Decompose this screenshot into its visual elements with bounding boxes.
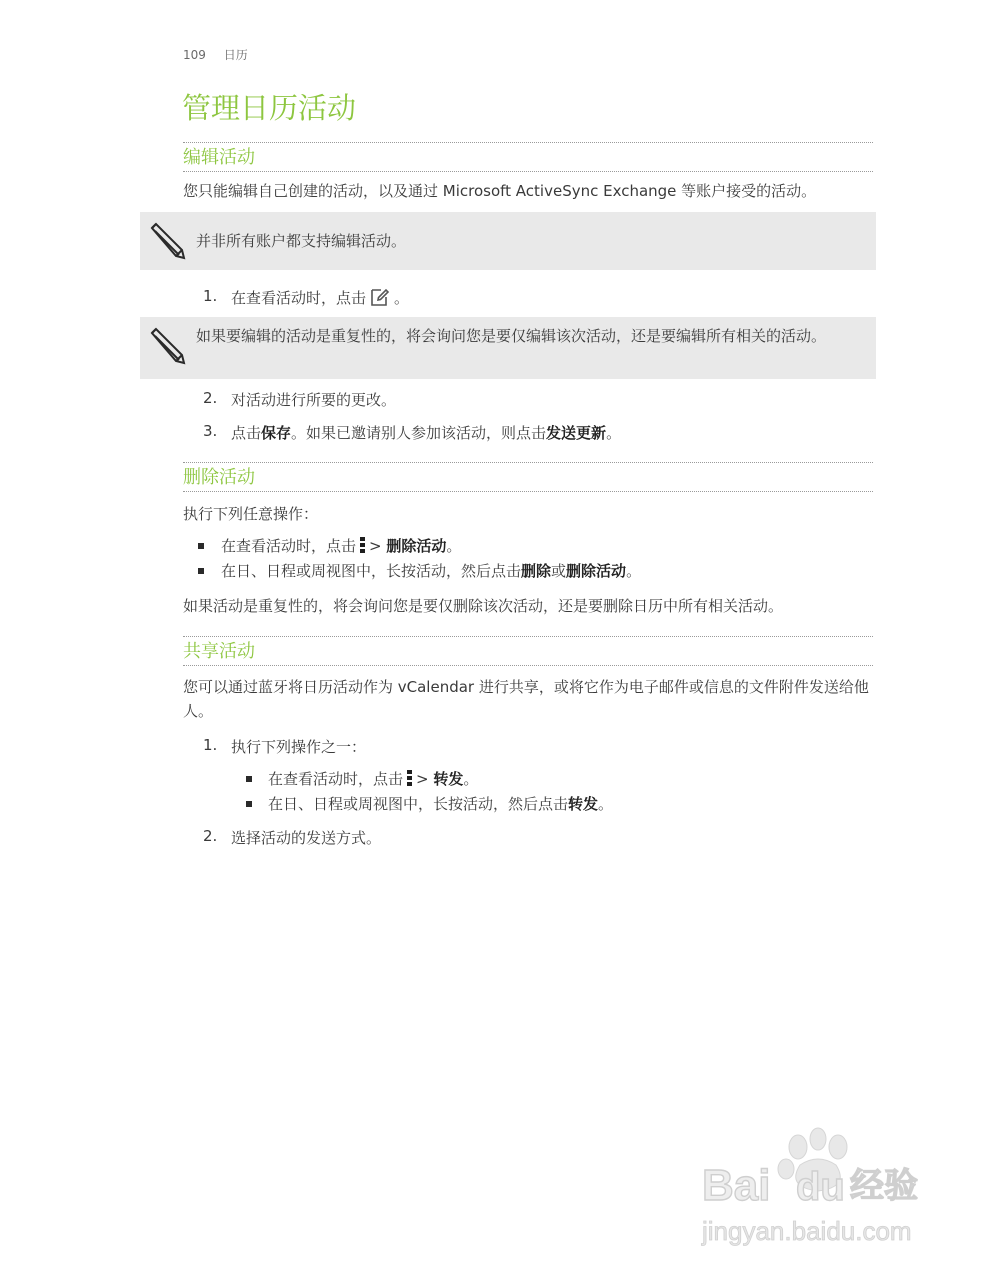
share-bullet-1 [268,768,478,789]
bullet-marker [198,543,204,549]
pencil-note-icon [146,220,186,260]
forward-label: 转发 [433,770,464,788]
delete-bullet-1 [221,535,461,556]
share-bullet-1-gt: > [416,770,429,788]
delete-bullet-1-end: 。 [446,537,462,555]
section-heading-edit [183,142,873,172]
svg-text:经验: 经验 [850,1166,918,1206]
edit-step-1-end: 。 [394,289,410,307]
edit-step-3-a: 点击 [231,424,262,442]
note-box-1 [140,212,876,270]
share-step-2: 选择活动的发送方式。 [231,829,382,847]
delete-outro: 如果活动是重复性的，将会询问您是要仅删除该次活动，还是要删除日历中所有相关活动。 [183,597,784,615]
delete-intro: 执行下列任意操作： [183,505,319,523]
delete-bullet-1-gt: > [369,537,382,555]
delete-bullet-1-a: 在查看活动时，点击 [221,537,357,555]
baidu-watermark [700,1125,940,1255]
page-title: 管理日历活动 [182,91,357,125]
step-number: 2. [203,827,218,845]
page-number: 109 [183,48,206,62]
edit-intro: 您只能编辑自己创建的活动，以及通过 Microsoft ActiveSync Exchange 等账户接受的活动。 [183,182,817,200]
step-number: 3. [203,422,218,440]
note-text-1: 并非所有账户都支持编辑活动。 [196,232,407,250]
delete-bullet-2-end: 。 [626,562,642,580]
section-title-edit: 编辑活动 [183,147,255,168]
edit-step-2: 对活动进行所要的更改。 [231,391,397,409]
share-bullet-2 [268,793,613,814]
svg-text:Bai: Bai [702,1161,771,1210]
delete-label: 删除 [521,562,552,580]
svg-text:jingyan.baidu.com: jingyan.baidu.com [702,1216,912,1246]
bullet-marker [198,568,204,574]
edit-step-1 [231,287,409,308]
send-update-label: 发送更新 [546,424,607,442]
edit-icon [370,287,390,307]
note-text-2: 如果要编辑的活动是重复性的，将会询问您是要仅编辑该次活动，还是要编辑所有相关的活动。 [196,327,827,345]
section-title-share: 共享活动 [183,641,255,662]
delete-bullet-2-c: 或 [551,562,567,580]
page-header [183,46,262,63]
menu-icon [360,537,365,553]
bullet-marker [246,801,252,807]
bullet-marker [246,776,252,782]
share-bullet-1-a: 在查看活动时，点击 [268,770,404,788]
svg-text:du: du [796,1165,845,1209]
note-box-2 [140,317,876,379]
chapter-name: 日历 [223,48,248,62]
save-label: 保存 [261,424,292,442]
edit-step-3-e: 。 [606,424,622,442]
step-number: 1. [203,287,218,305]
delete-event-label: 删除活动 [386,537,447,555]
menu-icon [407,770,412,786]
delete-bullet-2-a: 在日、日程或周视图中，长按活动，然后点击 [221,562,522,580]
section-heading-delete [183,462,873,492]
edit-step-1-text: 在查看活动时，点击 [231,289,367,307]
pencil-note-icon [146,325,186,365]
delete-event-label: 删除活动 [566,562,627,580]
share-bullet-1-end: 。 [463,770,479,788]
edit-step-3-c: 。如果已邀请别人参加该活动，则点击 [291,424,547,442]
step-number: 2. [203,389,218,407]
share-bullet-2-a: 在日、日程或周视图中，长按活动，然后点击 [268,795,569,813]
section-title-delete: 删除活动 [183,467,255,488]
section-heading-share [183,636,873,666]
share-intro: 您可以通过蓝牙将日历活动作为 vCalendar 进行共享，或将它作为电子邮件或信息的文件附件发送给他人。 [183,678,869,720]
edit-step-3 [231,422,621,443]
share-bullet-2-end: 。 [598,795,614,813]
delete-bullet-2 [221,560,641,581]
forward-label: 转发 [568,795,599,813]
step-number: 1. [203,736,218,754]
share-step-1: 执行下列操作之一： [231,738,367,756]
